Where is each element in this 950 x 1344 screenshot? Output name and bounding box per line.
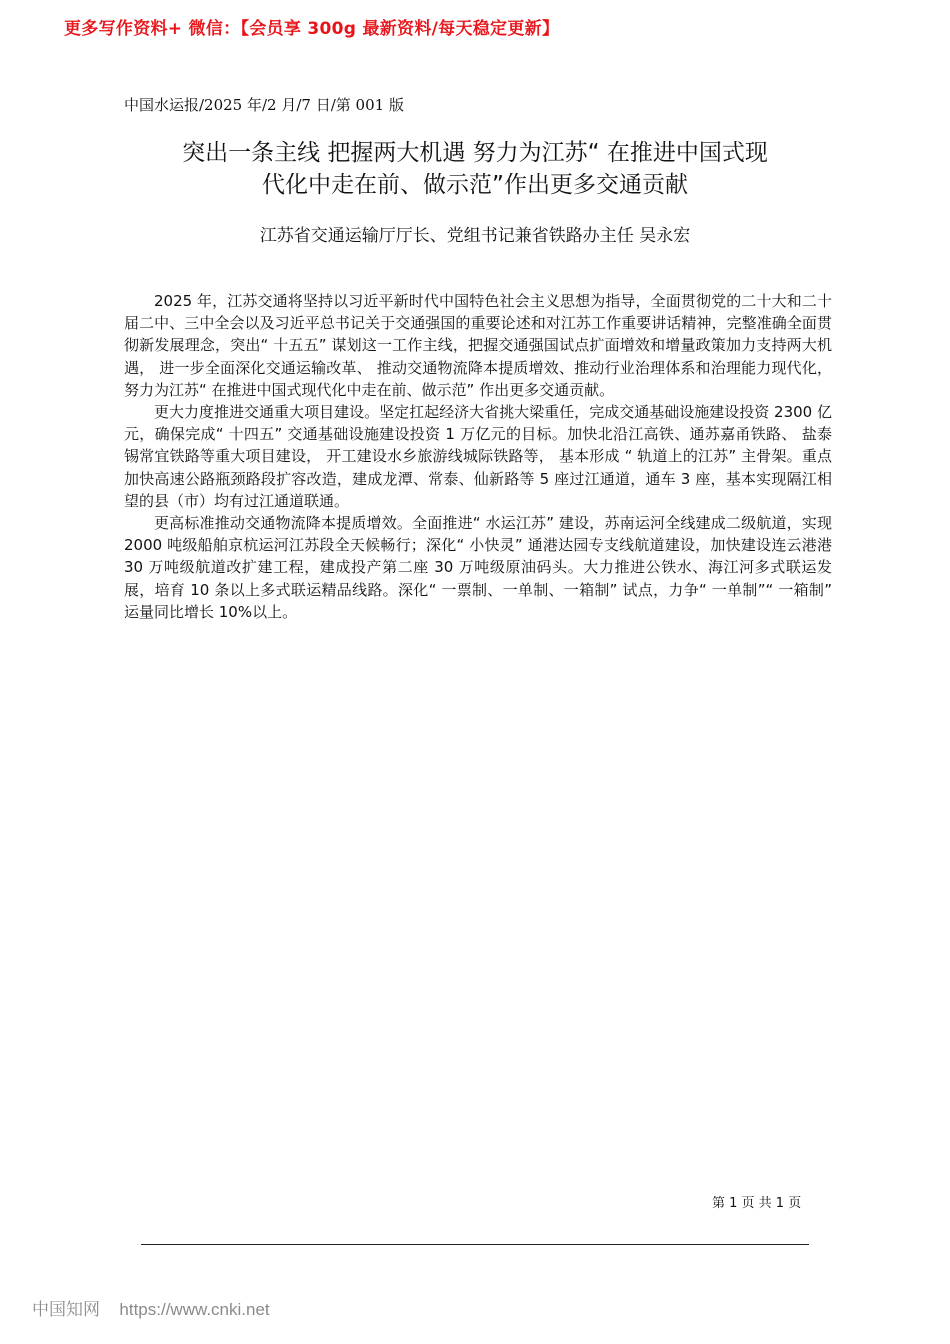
article-title [110,137,840,201]
footer-url[interactable]: https://www.cnki.net [119,1300,270,1319]
title-line-2: 代化中走在前、做示范”作出更多交通贡献 [262,172,688,198]
source-line: 中国水运报/2025 年/2 月/7 日/第 001 版 [124,96,404,114]
author-line: 江苏省交通运输厅厅长、党组书记兼省铁路办主任 吴永宏 [259,226,691,246]
page-number: 第 1 页 共 1 页 [712,1196,802,1211]
title-line-1: 突出一条主线 把握两大机遇 努力为江苏“ 在推进中国式现 [182,140,768,166]
promo-banner: 更多写作资料+ 微信：【会员享 300g 最新资料/每天稳定更新】 [64,19,560,39]
paragraph: 更高标准推动交通物流降本提质增效。全面推进“ 水运江苏” 建设，苏南运河全线建成二级航道，实现 2000 吨级船舶京杭运河江苏段全天候畅行；深化“ 小快灵” 通港达园专支线航道建设，加快建设连云港港 30 万吨级航道改扩建工程，建成投产第二座 30 万吨级原油码头。大力推进公铁水、海江河多式联运发展，培育 10 条以上多式联运精品线路。深化“ 一票制、一单制、一箱制” 试点，力争“ 一单制”“ 一箱制” 运量同比增长 10%以上。 [124,514,832,621]
paragraph: 更大力度推进交通重大项目建设。坚定扛起经济大省挑大梁重任，完成交通基础设施建设投资 2300 亿元，确保完成“ 十四五” 交通基础设施建设投资 1 万亿元的目标。加快北沿江高铁、通苏嘉甬铁路、 盐泰锡常宜铁路等重大项目建设， 开工建设水乡旅游线城际铁路等， 基本形成 “ 轨道上的江苏” 主骨架。重点加快高速公路瓶颈路段扩容改造，建成龙潭、常泰、仙新路等 5 座过江通道，通车 3 座，基本实现隔江相望的县（市）均有过江通道联通。 [124,403,832,510]
footer-brand: 中国知网 [32,1300,100,1320]
paragraph: 2025 年，江苏交通将坚持以习近平新时代中国特色社会主义思想为指导，全面贯彻党的二十大和二十届二中、三中全会以及习近平总书记关于交通强国的重要论述和对江苏工作重要讲话精神，完整准确全面贯彻新发展理念，突出“ 十五五” 谋划这一工作主线，把握交通强国试点扩面增效和增量政策加力支持两大机遇， 进一步全面深化交通运输改革、 推动交通物流降本提质增效、推动行业治理体系和治理能力现代化，努力为江苏“ 在推进中国式现代化中走在前、做示范” 作出更多交通贡献。 [124,292,832,399]
article-body [124,290,832,623]
footer-watermark [32,1295,270,1320]
footer-divider [141,1244,809,1245]
